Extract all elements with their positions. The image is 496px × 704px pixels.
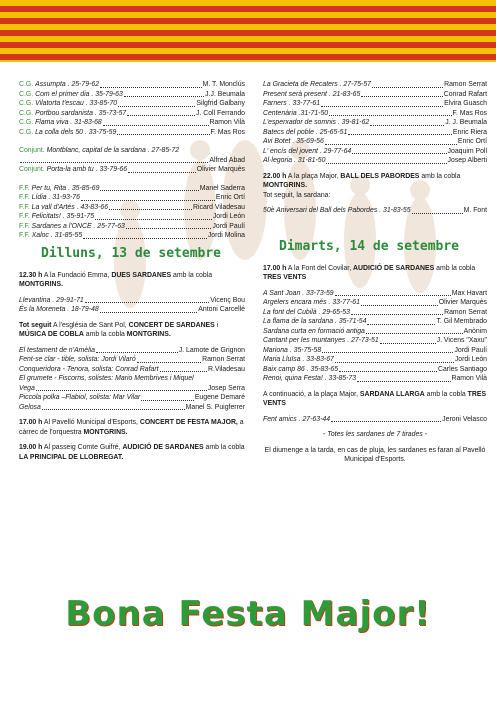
list-item — [19, 212, 245, 222]
list-item — [19, 118, 245, 128]
list-item: Gelosa Manel S. Puigferrer — [19, 403, 245, 411]
item-title: Felicitats! . 35-91-75 — [31, 213, 95, 220]
day-heading-tuesday: Dimarts, 14 de setembre — [279, 238, 460, 254]
note-tirades: - Totes les sardanes de 7 tirades - — [323, 431, 427, 438]
list-item — [19, 128, 245, 138]
list-item: És la Moreneta . 18-79-48 Antoni Carcellé — [19, 306, 245, 313]
item-title: Vilatorta t'escau . 33-85-70 — [35, 100, 118, 107]
list-item: Llevantina . 29-91-71 Vicenç Bou — [19, 296, 245, 304]
list-item: Vega Josep Serra — [19, 384, 245, 392]
list-item — [19, 222, 245, 232]
item-composer: Enric Ortí — [215, 194, 245, 201]
list-item — [19, 80, 245, 90]
item-composer: Ramon Vilà — [209, 119, 245, 126]
item-composer: F. Mas Ros — [210, 128, 245, 136]
item-composer: M. T. Monclús — [202, 81, 245, 88]
ff-list — [19, 184, 245, 241]
list-item: Maria Lluïsa . 33-83-67 Jordi León — [263, 356, 487, 363]
list-item: Baix camp 86 . 35-83-65 Carles Santiago — [263, 365, 487, 373]
list-item — [19, 203, 245, 213]
event-note: Tot seguit, la sardana: — [263, 191, 331, 199]
list-item: Present serà present . 21-83-65 Conrad Rafart — [263, 90, 487, 98]
item-prefix: C.G. — [19, 119, 34, 126]
conjunt-list — [19, 146, 245, 175]
list-item — [19, 99, 245, 109]
item-prefix: F.F. — [19, 232, 30, 239]
list-item: A Sant Joan . 33-73-59 Max Havart — [263, 289, 487, 297]
list-item: Renoi, quina Festa! . 33-85-73 Ramon Vilà — [263, 375, 487, 382]
item-title: Lídia . 31-93-76 — [31, 194, 80, 201]
item-prefix: Conjunt. — [19, 147, 45, 154]
list-item — [19, 231, 245, 241]
item-prefix: F.F. — [19, 184, 30, 192]
event-paragraph: 12.30 h A la Fundació Emma, DUES SARDANES amb la cobla MONTGRINS. — [19, 271, 213, 288]
event-paragraph: 17.00 h A la Font del Covilar, AUDICIÓ DE SARDANES amb la cobla TRES VENTS — [263, 264, 476, 281]
list-item: Sardana curta en formació antiga Anònim — [263, 327, 487, 335]
list-item: Batecs del poble . 25-65-51 Enric Riera — [263, 128, 487, 136]
item-composer: J. Coll Ferrando — [195, 109, 245, 117]
list-item — [19, 146, 245, 156]
list-item — [19, 165, 245, 175]
event-paragraph: 19.00 h Al passeig Comte Guifré, AUDICIÓ DE SARDANES amb la cobla LA PRINCIPAL DE LLOBREGAT. — [19, 444, 245, 461]
item-title: Sardanes a l'ONCE . 25-77-63 — [31, 222, 125, 230]
item-prefix: F.F. — [19, 194, 30, 201]
list-item: Mariona . 35-75-58 Jordi Paulí — [263, 346, 487, 354]
item-prefix: F.F. — [19, 222, 30, 230]
event-paragraph: 22.00 h A la plaça Major, BALL DELS PABORDES amb la cobla MONTGRINS. — [263, 172, 461, 189]
item-prefix: C.G. — [19, 81, 34, 88]
right-column — [263, 80, 487, 465]
item-prefix: F.F. — [19, 203, 30, 211]
list-item — [19, 90, 245, 100]
item-title: La colla dels 50 . 33-75-59 — [35, 128, 117, 136]
item-title: Portbou sardanista . 35-73-57 — [35, 109, 127, 117]
item-prefix: Conjunt. — [19, 166, 45, 173]
left-column — [19, 80, 245, 462]
item-composer: Ricard Viladesau — [193, 203, 245, 211]
list-item: La Gracieta de Recaters . 27-75-57 Ramon Serrat — [263, 81, 487, 88]
list-item: Avi Botet . 35-69-56 Enric Ortí — [263, 138, 487, 145]
list-item: Conqueridora - Tenora, solista: Conrad Rafart R.Viladesau — [19, 365, 245, 373]
list-item: Centenària .31-71-50 F. Mas Ros — [263, 109, 487, 117]
item-prefix: C.G. — [19, 128, 34, 136]
item-composer: Manel Saderra — [199, 184, 245, 192]
list-item: Cantant per les muntanyes . 27-73-51 J. Vicens "Xaxu" — [263, 337, 487, 344]
item-title: Flama viva . 31-83-68 — [35, 119, 102, 126]
list-item: Farners . 33-77-61 Elvira Guasch — [263, 100, 487, 107]
list-item: La font del Cubilà . 29-65-53 Ramon Serrat — [263, 308, 487, 316]
footer-title: Bona Festa Major! — [65, 594, 431, 634]
list-item: L' encís del jovent . 29-77-64 Joaquim Poll — [263, 147, 487, 155]
event-paragraph: A continuació, a la plaça Major, SARDANA LLARGA amb la cobla TRES VENTS — [263, 390, 487, 407]
list-item — [19, 193, 245, 203]
item-prefix: F.F. — [19, 213, 30, 220]
item-title: Per tu, Rita . 35-85-69 — [31, 184, 100, 192]
item-title: Assumpta . 25-79-62 — [35, 81, 100, 88]
item-composer: Silgfrid Galbany — [196, 100, 245, 107]
list-item: 50è Aniversari del Ball dels Pabordes . 31-83-55 M. Font — [263, 207, 487, 214]
item-title: La vall d'Artés . 43-83-66 — [31, 203, 109, 211]
list-item: El grumete - Fiscorns, solistes: Mario Membrives i Miquel — [19, 375, 194, 382]
item-title: Montblanc, capital de la sardana . 27-85-72 — [46, 147, 180, 154]
item-composer: Jordi Molina — [207, 232, 245, 239]
list-item: Fent-se clar - tible, solista: Jordi Vilaró Ramon Serrat — [19, 356, 245, 363]
cg-list — [19, 80, 245, 137]
item-title: Porta-la amb tu . 33-79-66 — [46, 166, 128, 173]
list-item — [19, 156, 245, 166]
list-item: Fent amics . 27-63-44 Jeroni Velasco — [263, 415, 487, 423]
list-item: Al·legoria . 31-81-50 Josep Alberti — [263, 157, 487, 164]
list-item: Piccola polka –Flabiol, solista: Mar Vilar Eugene Demaré — [19, 394, 245, 401]
item-composer: Alfred Abad — [209, 156, 245, 164]
item-prefix: C.G. — [19, 100, 34, 107]
event-paragraph: 17.00 h Al Pavelló Municipal d'Esports, CONCERT DE FESTA MAJOR, a càrrec de l'orquestra MONTGRINS. — [19, 419, 244, 436]
event-paragraph: Tot seguit A l'església de Sant Pol, CONCERT DE SARDANES i MÚSICA DE COBLA amb la cobla MONTGRINS. — [19, 321, 219, 338]
list-item — [19, 109, 245, 119]
note-rain: El diumenge a la tarda, en cas de pluja, les sardanes es faran al Pavelló Municipal d'Esports. — [264, 446, 486, 463]
item-title: Xaloc . 31-85-55 — [31, 232, 83, 239]
item-prefix: C.G. — [19, 90, 34, 98]
item-composer: Jordi León — [212, 213, 245, 220]
item-composer: Jordi Paulí — [212, 222, 245, 230]
list-item: L'esperxador de somnis . 39-81-62 J. J. Beumala — [263, 119, 487, 126]
day-heading-monday: Dilluns, 13 de setembre — [41, 245, 222, 261]
list-item — [19, 184, 245, 194]
item-title: Com el primer dia . 35-79-63 — [35, 90, 123, 98]
item-composer: Olivier Marquès — [196, 166, 245, 173]
list-item: Argelers encara més . 33-77-61 Olivier Marquès — [263, 299, 487, 306]
item-prefix: C.G. — [19, 109, 34, 117]
list-item: La flama de la sardana . 35-71-54 T. Gil Membrado — [263, 318, 487, 325]
list-item: El testament de n'Amèlia J. Lamote de Grignon — [19, 346, 245, 354]
item-composer: J.J. Beumala — [205, 90, 245, 98]
